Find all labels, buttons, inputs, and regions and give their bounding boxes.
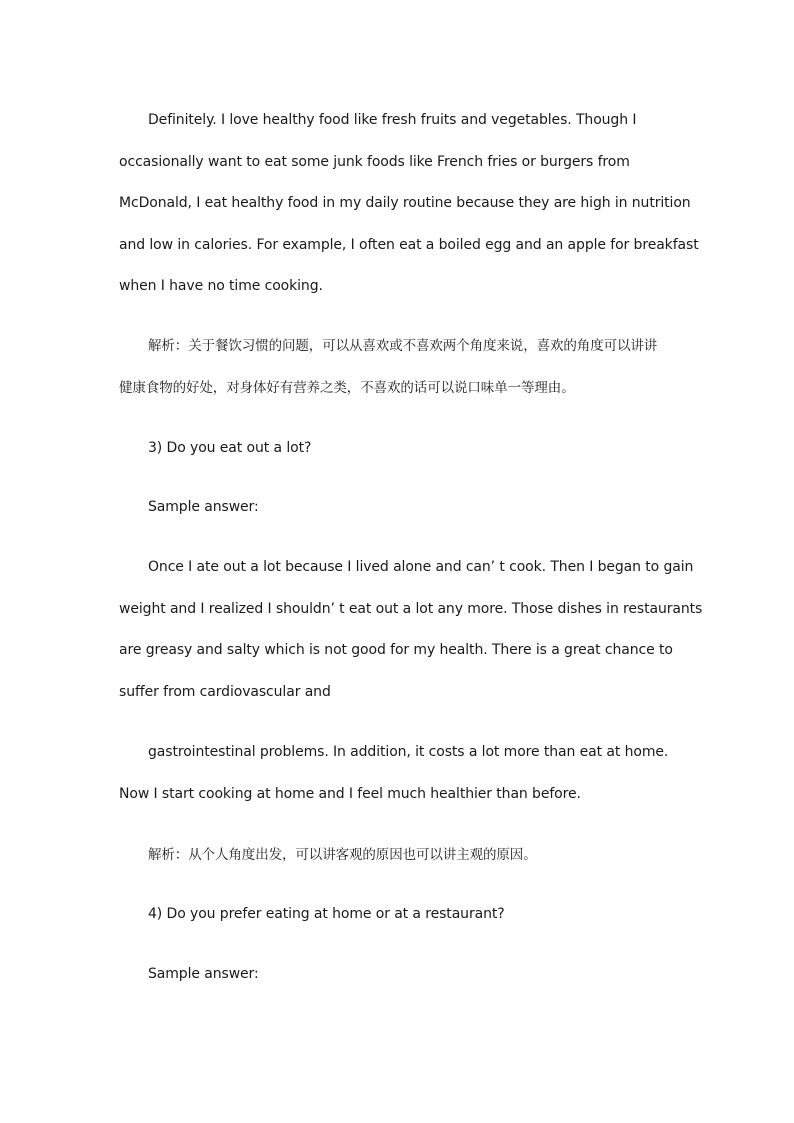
answer-paragraph-q3-part1 — [119, 547, 703, 713]
label-text: Sample answer: — [148, 499, 259, 515]
analysis-paragraph-q3 — [119, 835, 679, 877]
question-4 — [119, 894, 679, 936]
answer-paragraph-q3-part2 — [119, 732, 679, 815]
text-line: weight and I realized I shouldn’ t eat out a lot any more. Those dishes in restaurants — [119, 600, 703, 617]
text-line: when I have no time cooking. — [119, 278, 323, 294]
text-line: Definitely. I love healthy food like fresh fruits and vegetables. Though I — [148, 112, 637, 128]
text-line: 健康食物的好处，对身体好有营养之类，不喜欢的话可以说口味单一等理由。 — [119, 379, 575, 396]
sample-answer-label-4 — [119, 954, 679, 996]
text-line: 解析：关于餐饮习惯的问题，可以从喜欢或不喜欢两个角度来说，喜欢的角度可以讲讲 — [148, 338, 658, 354]
text-line: occasionally want to eat some junk foods like French fries or burgers from — [119, 153, 630, 170]
text-line: McDonald, I eat healthy food in my daily routine because they are high in nutrition — [119, 195, 691, 211]
label-text: Sample answer: — [148, 966, 259, 982]
question-3 — [119, 428, 679, 470]
sample-answer-label-3 — [119, 487, 679, 529]
analysis-paragraph-q2 — [119, 326, 679, 409]
text-line: suffer from cardiovascular and — [119, 683, 331, 700]
text-line: gastrointestinal problems. In addition, it costs a lot more than eat at home. — [148, 744, 669, 760]
text-line: and low in calories. For example, I often eat a boiled egg and an apple for breakfast — [119, 236, 699, 253]
answer-paragraph-q2 — [119, 100, 699, 308]
question-text: 3) Do you eat out a lot? — [148, 440, 312, 456]
text-line: Once I ate out a lot because I lived alone and can’ t cook. Then I began to gain — [148, 559, 694, 575]
text-line: are greasy and salty which is not good for my health. There is a great chance to — [119, 642, 673, 658]
text-line: Now I start cooking at home and I feel much healthier than before. — [119, 785, 581, 802]
question-text: 4) Do you prefer eating at home or at a restaurant? — [148, 906, 505, 922]
text-line: 解析：从个人角度出发，可以讲客观的原因也可以讲主观的原因。 — [148, 847, 537, 863]
